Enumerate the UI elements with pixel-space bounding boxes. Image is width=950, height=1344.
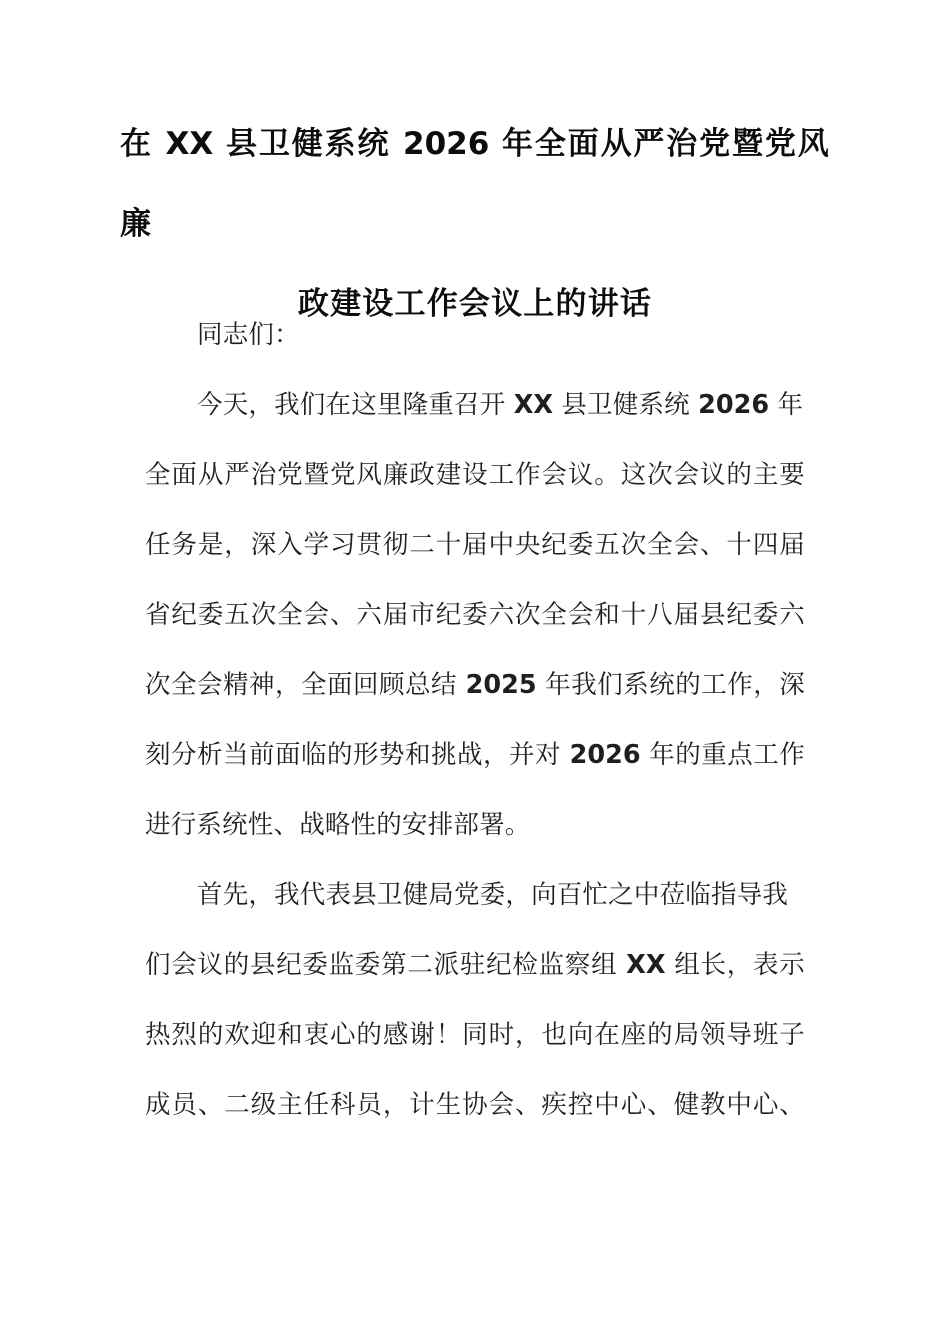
latin-run: 2026: [569, 740, 641, 770]
latin-run: XX: [626, 950, 666, 980]
title-line-1: 在 XX 县卫健系统 2026 年全面从严治党暨党风廉: [120, 126, 830, 242]
paragraph-salutation: [145, 300, 805, 370]
body-line-p2-4: 成员、二级主任科员，计生协会、疾控中心、健教中心、: [145, 1090, 805, 1120]
body-line-p2-1: [145, 860, 805, 930]
body-line-p1-3: 任务是，深入学习贯彻二十届中央纪委五次全会、十四届: [145, 530, 805, 560]
body-line-p1-7: 进行系统性、战略性的安排部署。: [145, 810, 531, 840]
latin-run: XX: [513, 390, 554, 420]
title-line-2: 政建设工作会议上的讲话: [297, 286, 653, 322]
body-line-p1-5: 次全会精神，全面回顾总结 2025 年我们系统的工作，深: [145, 670, 805, 700]
body-line-salutation: [145, 300, 805, 370]
salutation-text: 同志们：: [197, 320, 300, 350]
latin-run: 2026: [698, 390, 770, 420]
paragraph-1: [145, 370, 805, 860]
document-body: [145, 300, 805, 1140]
body-text: 首先，我代表县卫健局党委，向百忙之中莅临指导我: [197, 880, 789, 910]
latin-run: 2025: [465, 670, 537, 700]
body-line-p2-2: 们会议的县纪委监委第二派驻纪检监察组 XX 组长，表示: [145, 950, 805, 980]
body-text: 今天，我们在这里隆重召开 XX 县卫健系统 2026 年: [197, 390, 804, 420]
body-line-p1-1: [145, 370, 805, 440]
latin-run: 2026: [403, 126, 490, 162]
body-line-p1-2: 全面从严治党暨党风廉政建设工作会议。这次会议的主要: [145, 460, 805, 490]
body-line-p2-3: 热烈的欢迎和衷心的感谢！同时，也向在座的局领导班子: [145, 1020, 805, 1050]
body-line-p1-6: 刻分析当前面临的形势和挑战，并对 2026 年的重点工作: [145, 740, 805, 770]
body-line-p1-4: 省纪委五次全会、六届市纪委六次全会和十八届县纪委六: [145, 600, 805, 630]
paragraph-2: [145, 860, 805, 1140]
latin-run: XX: [165, 126, 214, 162]
